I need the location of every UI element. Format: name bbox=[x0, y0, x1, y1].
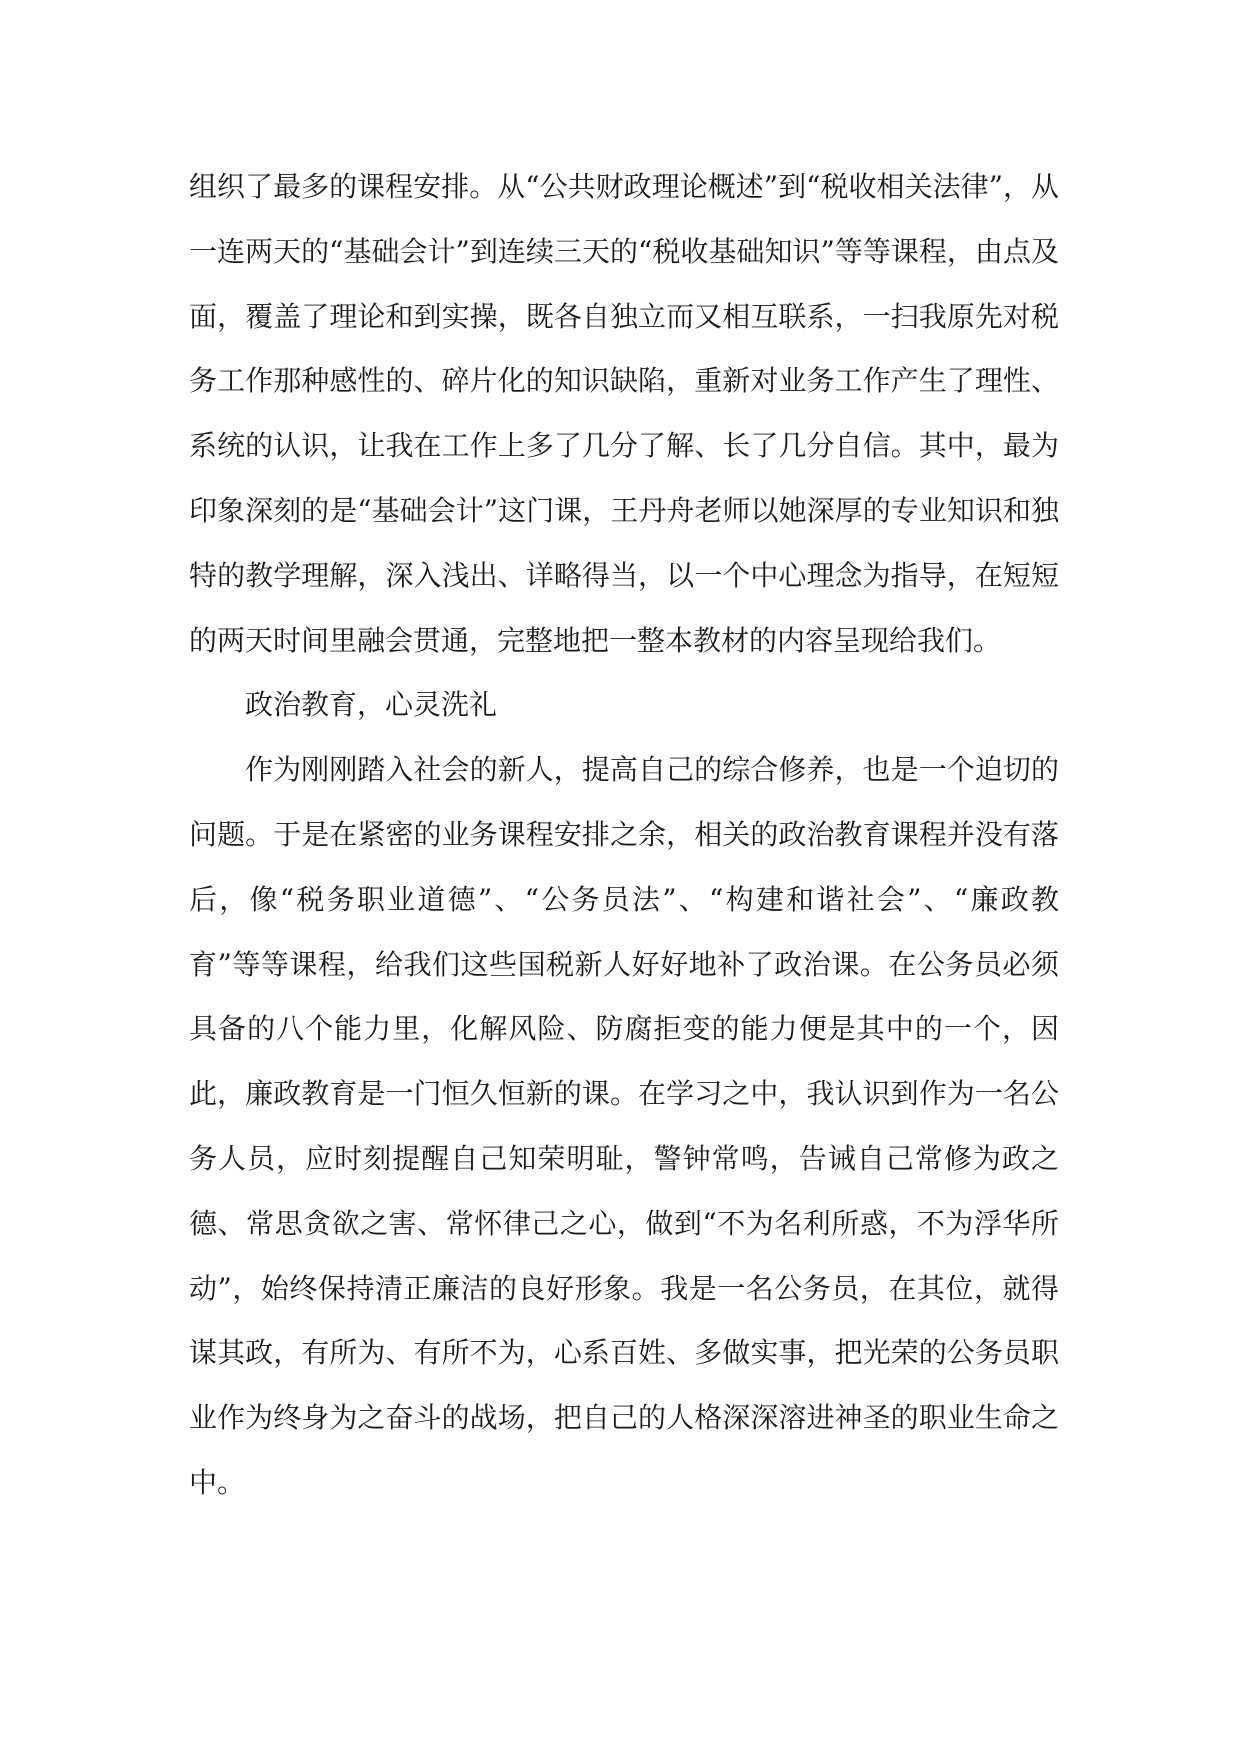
section-heading-political-education: 政治教育，心灵洗礼 bbox=[245, 688, 498, 722]
paragraph-course-overview: 组织了最多的课程安排。从“公共财政理论概述”到“税收相关法律”，从一连两天的“基础会计”到连续三天的“税收基础知识”等等课程，由点及面，覆盖了理论和到实操，既各自独立而又相互联系，一扫我原先对税务工作那种感性的、碎片化的知识缺陷，重新对业务工作产生了理性、系统的认识，让我在工作上多了几分了解、长了几分自信。其中，最为印象深刻的是“基础会计”这门课，王丹舟老师以她深厚的专业知识和独特的教学理解，深入浅出、详略得当，以一个中心理念为指导，在短短的两天时间里融会贯通，完整地把一整本教材的内容呈现给我们。 bbox=[189, 170, 1059, 657]
document-body bbox=[189, 155, 1059, 1516]
paragraph-political-education: 作为刚刚踏入社会的新人，提高自己的综合修养，也是一个迫切的问题。于是在紧密的业务课程安排之余，相关的政治教育课程并没有落后，像“税务职业道德”、“公务员法”、“构建和谐社会”、“廉政教育”等等课程，给我们这些国税新人好好地补了政治课。在公务员必须具备的八个能力里，化解风险、防腐拒变的能力便是其中的一个，因此，廉政教育是一门恒久恒新的课。在学习之中，我认识到作为一名公务人员，应时刻提醒自己知荣明耻，警钟常鸣，告诫自己常修为政之德、常思贪欲之害、常怀律己之心，做到“不为名利所惑，不为浮华所动”，始终保持清正廉洁的良好形象。我是一名公务员，在其位，就得谋其政，有所为、有所不为，心系百姓、多做实事，把光荣的公务员职业作为终身为之奋斗的战场，把自己的人格深深溶进神圣的职业生命之中。 bbox=[189, 753, 1059, 1499]
